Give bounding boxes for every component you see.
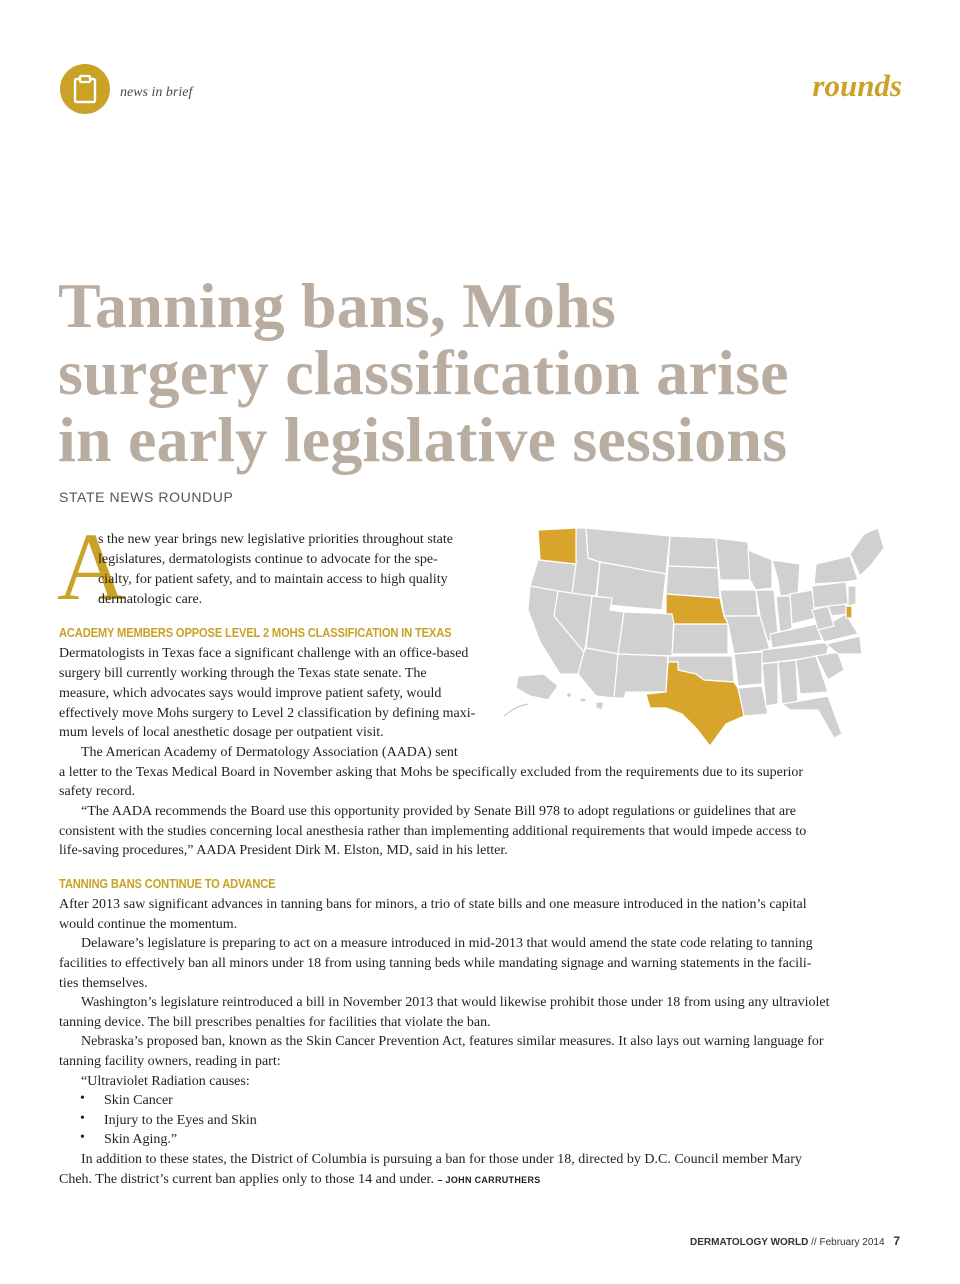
- intro-line: dermatologic care.: [98, 592, 203, 607]
- map-state-arkansas: [734, 652, 762, 686]
- intro-line: legislatures, dermatologists continue to advocate for the spe-: [98, 552, 438, 567]
- issue-date: February 2014: [819, 1237, 885, 1248]
- intro-line: cialty, for patient safety, and to maintain access to high quality: [98, 572, 448, 587]
- section-heading-tanning: TANNING BANS CONTINUE TO ADVANCE: [59, 876, 276, 891]
- us-map-icon: [500, 524, 895, 746]
- byline: – JOHN CARRUTHERS: [437, 1175, 541, 1185]
- drop-cap: A: [57, 513, 127, 620]
- body-line: Nebraska’s proposed ban, known as the Skin Cancer Prevention Act, features similar measures. It also lays out warning language for: [81, 1034, 824, 1049]
- headline-line: surgery classification arise: [58, 337, 789, 408]
- map-state-nebraska: [666, 594, 728, 624]
- map-state-alabama: [778, 660, 798, 704]
- body-line: mum levels of local anesthetic dosage per outpatient visit.: [59, 725, 384, 740]
- page-number: 7: [893, 1234, 900, 1248]
- body-line: consistent with the studies concerning local anesthesia rather than implementing additional requirements that would impede access to: [59, 824, 807, 839]
- body-line: effectively move Mohs surgery to Level 2 classification by defining maxi-: [59, 706, 476, 721]
- body-line: The American Academy of Dermatology Association (AADA) sent: [81, 745, 458, 760]
- map-state-new-york: [814, 556, 858, 584]
- body-line: a letter to the Texas Medical Board in November asking that Mohs be specifically excluded from the requirements due to its superior: [59, 765, 804, 780]
- map-state-hawaii-3: [596, 702, 604, 710]
- map-state-new-england: [850, 528, 884, 576]
- map-state-ohio: [790, 590, 816, 624]
- headline: [58, 272, 818, 473]
- body-line: Dermatologists in Texas face a significant challenge with an office-based: [59, 646, 469, 661]
- map-state-kansas: [672, 624, 728, 654]
- department-title: rounds: [812, 68, 902, 103]
- body-text: Cheh. The district’s current ban applies only to those 14 and under.: [59, 1172, 434, 1187]
- publication-name: DERMATOLOGY WORLD: [690, 1237, 809, 1248]
- map-state-new-mexico: [614, 654, 668, 698]
- body-line: would continue the momentum.: [59, 917, 238, 932]
- map-state-delaware: [846, 606, 852, 618]
- body-line: ties themselves.: [59, 976, 148, 991]
- section-heading-mohs: ACADEMY MEMBERS OPPOSE LEVEL 2 MOHS CLASSIFICATION IN TEXAS: [59, 625, 452, 640]
- map-state-iowa: [720, 590, 758, 616]
- bullet-item: Skin Cancer: [104, 1093, 173, 1108]
- bullet-item: Injury to the Eyes and Skin: [104, 1113, 257, 1128]
- map-state-florida: [782, 696, 842, 738]
- body-line: life-saving procedures,” AADA President Dirk M. Elston, MD, said in his letter.: [59, 843, 508, 858]
- map-state-michigan: [772, 560, 800, 596]
- bullet-item: Skin Aging.”: [104, 1132, 178, 1147]
- body-line: After 2013 saw significant advances in tanning bans for minors, a trio of state bills and one measure introduced in the nation’s capital: [59, 897, 807, 912]
- map-state-indiana: [776, 596, 792, 634]
- body-line: facilities to effectively ban all minors under 18 from using tanning beds while mandating signage and warning statements in the facili-: [59, 956, 812, 971]
- bullet-glyph: •: [80, 1091, 85, 1106]
- body-line: measure, which advocates says would improve patient safety, would: [59, 686, 442, 701]
- body-line: [59, 1170, 541, 1190]
- map-state-arizona: [578, 648, 618, 698]
- map-state-north-dakota: [668, 536, 718, 568]
- map-state-washington: [538, 528, 576, 564]
- body-line: tanning device. The bill prescribes penalties for facilities that violate the ban.: [59, 1015, 491, 1030]
- map-state-new-jersey: [848, 586, 856, 606]
- body-line: Delaware’s legislature is preparing to act on a measure introduced in mid-2013 that would amend the state code relating to tanning: [81, 936, 813, 951]
- intro-line: s the new year brings new legislative priorities throughout state: [98, 532, 453, 547]
- body-line: In addition to these states, the District of Columbia is pursuing a ban for those under 18, directed by D.C. Council member Mary: [81, 1152, 802, 1167]
- bullet-glyph: •: [80, 1130, 85, 1145]
- map-state-hawaii-2: [580, 698, 586, 702]
- clipboard-icon: [72, 74, 98, 104]
- kicker: STATE NEWS ROUNDUP: [59, 489, 234, 505]
- body-line: safety record.: [59, 784, 136, 799]
- section-badge: [60, 64, 110, 114]
- map-state-hawaii: [566, 692, 572, 698]
- headline-line: in early legislative sessions: [58, 404, 788, 475]
- map-state-south-dakota: [666, 566, 720, 598]
- bullet-glyph: •: [80, 1111, 85, 1126]
- body-line: “Ultraviolet Radiation causes:: [81, 1074, 250, 1089]
- footer-separator: //: [811, 1237, 817, 1248]
- map-state-maryland: [828, 604, 846, 616]
- body-line: “The AADA recommends the Board use this opportunity provided by Senate Bill 978 to adopt regulations or guidelines that are: [81, 804, 797, 819]
- headline-line: Tanning bans, Mohs: [58, 270, 616, 341]
- map-state-alaska: [516, 674, 558, 700]
- body-line: Washington’s legislature reintroduced a bill in November 2013 that would likewise prohibit those under 18 from using any ultraviolet: [81, 995, 830, 1010]
- body-line: surgery bill currently working through the Texas state senate. The: [59, 666, 427, 681]
- map-state-wisconsin: [748, 550, 772, 590]
- body-line: tanning facility owners, reading in part:: [59, 1054, 281, 1069]
- map-state-minnesota: [716, 538, 750, 580]
- section-label: news in brief: [120, 85, 193, 100]
- map-state-colorado: [618, 612, 674, 656]
- map-alaska-chain: [504, 704, 528, 716]
- page-footer: [690, 1234, 900, 1248]
